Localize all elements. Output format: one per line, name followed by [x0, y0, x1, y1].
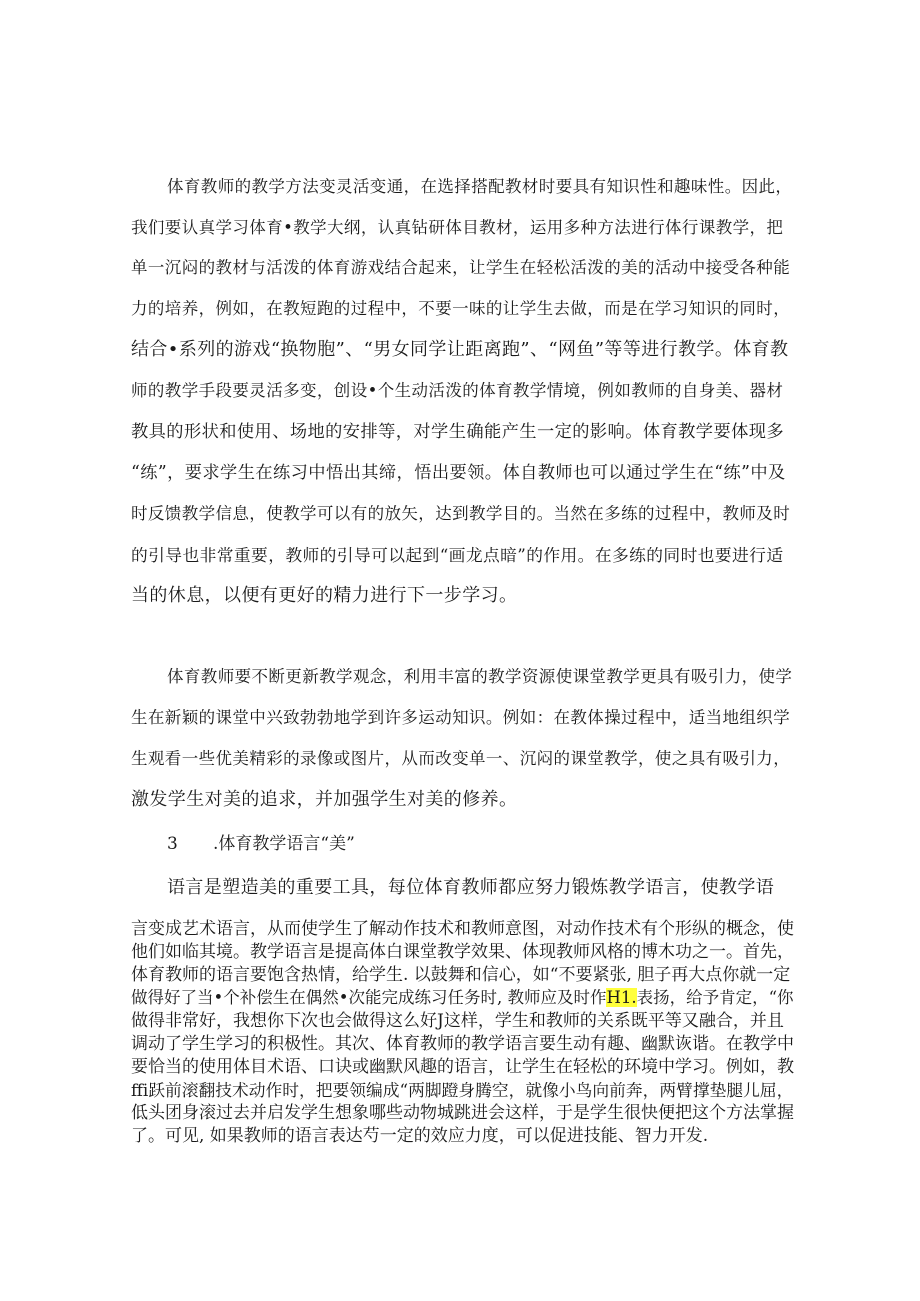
paragraph-1-line-3: 单一沉闷的教材与活泼的体育游戏结合起来，让学生在轻松活泼的美的活动中接受各种能 [131, 258, 791, 277]
paragraph-3-line-5: 做得非常好，我想你下次也会做得这么好J这样，学生和教师的关系既平等又融合，并且 [131, 1011, 784, 1031]
paragraph-1-line-4: 力的培养，例如，在教短跑的过程中，不要一味的让学生去做，而是在学习知识的同时， [131, 299, 791, 318]
paragraph-3-line-9: 低头团身滚过去并启发学生想象哪些动物城跳进会这样，于是学生很快便把这个方法掌握 [131, 1103, 794, 1123]
paragraph-3-line-8: ffi跃前滚翻技术动作时，把要领编成“两脚蹬身腾空，就像小鸟向前奔，两臂撑垫腿儿屈， [131, 1080, 794, 1100]
paragraph-3-line-10: 了。可见, 如果教师的语言表达芍一定的效应力度，可以促进技能、智力开发. [131, 1126, 709, 1146]
paragraph-2-line-2: 生在新颖的课堂中兴致勃勃地学到许多运动知识。例如：在教体操过程中，适当地组织学 [131, 708, 791, 727]
highlighted-text: H1. [606, 988, 637, 1007]
section-title: .体育教学语言“美” [213, 834, 355, 854]
paragraph-2-line-1: 体育教师要不断更新教学观念，利用丰富的教学资源使课堂教学更具有吸引力，使学 [167, 667, 793, 686]
paragraph-3-line-1: 言变成艺术语言，从而使学生了解动作技术和教师意图，对动作技术有个形纵的概念，使 [131, 919, 794, 939]
paragraph-1-line-11: 当的休息，以便有更好的精力进行下一步学习。 [131, 585, 518, 606]
paragraph-3-line-6: 调动了学生学习的积极性。其次、体育教师的教学语言要生动有趣、幽默诙谐。在教学中 [131, 1034, 794, 1054]
paragraph-1-line-6: 师的教学手段要灵活多变，创设•个生动活泼的体育教学情境，例如教师的自身美、器材 [131, 381, 784, 400]
paragraph-1-line-7: 教具的形状和使用、场地的安排等，对学生确能产生一定的影响。体育教学要体现多 [131, 422, 785, 442]
paragraph-3-line-3: 体育教师的语言要饱含热情，给学生. 以鼓舞和信心，如“不要紧张, 胆子再大点你就一定 [131, 965, 791, 985]
section-number: 3 [167, 834, 178, 854]
paragraph-3-line-2: 他们如临其境。教学语言是提高体白课堂教学效果、体现教师风格的博木功之一。首先， [131, 942, 794, 962]
paragraph-3-line-7: 要恰当的使用体目术语、口诀或幽默风趣的语言，让学生在轻松的环境中学习。例如，教 [131, 1057, 794, 1077]
paragraph-3-line-4 [131, 987, 793, 1009]
paragraph-1-line-8: “练”，要求学生在练习中悟出其缔，悟出要领。体自教师也可以通过学生在“练”中及 [131, 463, 786, 483]
paragraph-2-line-4: 激发学生对美的追求，并加强学生对美的修养。 [131, 789, 518, 810]
paragraph-3-line-4-text: 做得好了当•个补偿生在偶然•次能完成练习任务时, 教师应及时作 [131, 988, 607, 1007]
paragraph-3-intro: 语言是塑造美的重要工具，每位体育教师都应努力锻炼教学语言，使教学语 [167, 877, 775, 898]
paragraph-3-line-4-tail: 表扬，给予肯定，“你 [636, 988, 794, 1007]
paragraph-1-line-2: 我们要认真学习体育•教学大纲，认真钻研体目教材，运用多种方法进行体行课教学，把 [131, 218, 784, 237]
paragraph-1-line-9: 时反馈教学信息，使教学可以有的放矢，达到教学目的。当然在多练的过程中，教师及时 [131, 504, 791, 523]
paragraph-2-line-3: 生观看一些优美精彩的录像或图片，从而改变单一、沉闷的课堂教学，使之具有吸引力， [131, 749, 791, 768]
paragraph-1-line-1: 体育教师的教学方法变灵活变通，在选择搭配教材时要具有知识性和趣味性。因此， [167, 177, 793, 196]
paragraph-1-line-5: 结合•系列的游戏“换物胞”、“男女同学让距离跑”、“网鱼”等等进行教学。体育教 [131, 339, 789, 360]
paragraph-1-line-10: 的引导也非常重要，教师的引导可以起到“画龙点暗”的作用。在多练的同时也要进行适 [131, 545, 784, 565]
